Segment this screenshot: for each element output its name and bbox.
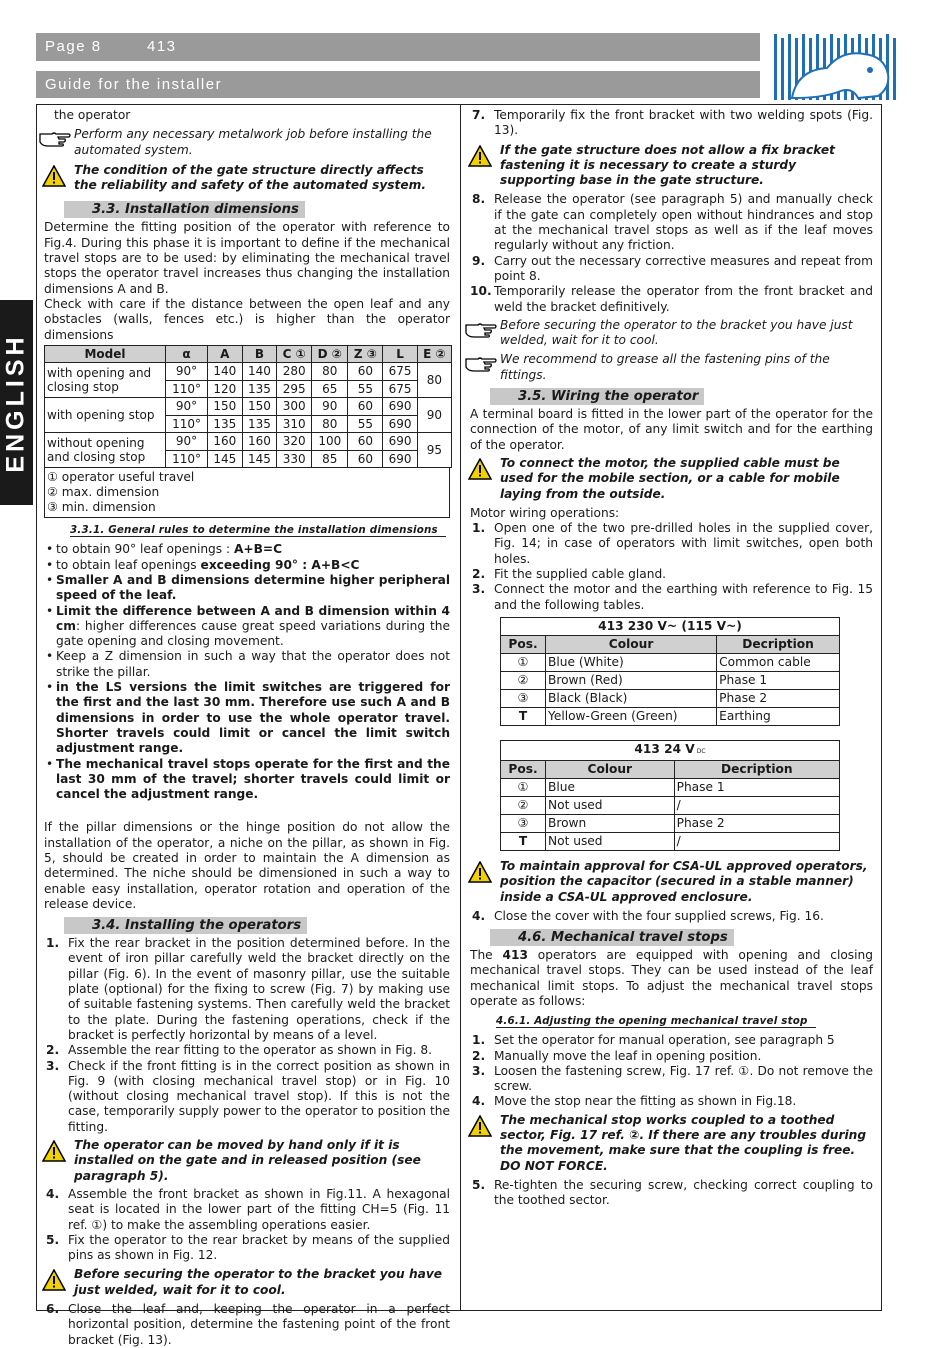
table-header-row xyxy=(501,760,840,778)
list-item xyxy=(44,936,450,1043)
cell: 60 xyxy=(348,363,383,381)
install-steps-4 xyxy=(470,108,873,139)
warning-text: The mechanical stop works coupled to a toothed sector, Fig. 17 ref. ②. If there are any troubles during the movement, make sure that the coupling is free. DO NOT FORCE. xyxy=(500,1112,867,1173)
table-header-row xyxy=(501,635,840,653)
list-item xyxy=(44,558,450,573)
step-text: Release the operator (see paragraph 5) and manually check if the gate can completely open without hindrances and stop at the mechanical travel stops as well as if the leaf moves regularly without any friction. xyxy=(494,192,873,253)
rule-text: to obtain 90° leaf openings : xyxy=(56,542,234,557)
list-item xyxy=(470,567,873,582)
col-header: C ① xyxy=(277,345,312,363)
table-title-row xyxy=(501,740,840,760)
pointing-hand-icon xyxy=(38,130,72,148)
cell: 110° xyxy=(166,415,208,433)
cell: 280 xyxy=(277,363,312,381)
warning-cool xyxy=(44,1267,450,1298)
rule-text: Keep a Z dimension in such a way that the operator does not strike the pillar. xyxy=(56,649,450,679)
section-heading-4-6: 4.6. Mechanical travel stops xyxy=(490,929,734,946)
step-text: Connect the motor and the earthing with reference to Fig. 15 and the following tables. xyxy=(494,582,873,612)
list-item xyxy=(470,108,873,139)
step-number: 1. xyxy=(46,936,60,951)
intro-text: the operator xyxy=(54,108,131,122)
wiring-steps-2 xyxy=(470,909,873,924)
cell: 690 xyxy=(383,433,418,451)
note-metalwork xyxy=(44,127,450,158)
cell: 300 xyxy=(277,398,312,416)
step-number: 4. xyxy=(472,908,486,923)
install-steps xyxy=(44,936,450,1135)
cell: 90 xyxy=(312,398,348,416)
cell: Brown xyxy=(546,814,675,832)
text: operators are equipped with opening and closing mechanical travel stops. They can be used instead of the leaf mechanical limit stops. To adjust the mechanical travel stops operate as follows: xyxy=(470,948,874,1008)
list-item xyxy=(44,1233,450,1264)
step-text: Fit the supplied cable gland. xyxy=(494,567,667,582)
cell: T xyxy=(501,832,546,850)
list-item xyxy=(470,1178,873,1209)
cell: 150 xyxy=(242,398,277,416)
list-item xyxy=(470,1094,873,1109)
warning-bracket-base xyxy=(470,143,873,189)
list-item xyxy=(470,1033,873,1048)
cell: ① xyxy=(501,653,546,671)
install-steps-3 xyxy=(44,1302,450,1348)
rule-bold: Limit the difference between A and B dimension within 4 cm xyxy=(56,603,450,633)
cell: 675 xyxy=(383,363,418,381)
e-cell: 90 xyxy=(417,398,451,433)
warning-text: To maintain approval for CSA-UL approved operators, position the capacitor (secured in a stable manner) inside a CSA-UL approved enclosure. xyxy=(500,858,868,904)
table-title xyxy=(501,740,840,760)
table-row xyxy=(501,832,840,850)
col-header: A xyxy=(208,345,243,363)
rule-bold: The mechanical travel stops operate for the first and the last 30 mm of the travel; shorter travels could limit or cancel the adjustment range. xyxy=(56,756,450,802)
note-grease xyxy=(470,352,873,383)
step-text: Re-tighten the securing screw, checking correct coupling to the toothed sector. xyxy=(494,1177,873,1208)
cell: 65 xyxy=(312,380,348,398)
cell: ③ xyxy=(501,814,546,832)
model-cell: with opening and closing stop xyxy=(45,363,166,398)
language-tab xyxy=(0,300,33,505)
cell: / xyxy=(674,796,839,814)
left-column xyxy=(44,108,450,1348)
step-number: 5. xyxy=(472,1177,486,1192)
list-item xyxy=(470,254,873,285)
install-steps-5 xyxy=(470,192,873,314)
list-item xyxy=(470,1049,873,1064)
table-title: 413 230 V~ (115 V~) xyxy=(501,617,840,635)
step-number: 3. xyxy=(472,582,486,597)
list-item xyxy=(44,1059,450,1135)
col-header: α xyxy=(166,345,208,363)
table-header-row xyxy=(45,345,452,363)
paragraph-terminal: A terminal board is fitted in the lower part of the operator for the connection of the motor, of any limit switch and for the earthing of the operator. xyxy=(470,407,873,452)
step-number: 9. xyxy=(472,253,486,268)
col-header: Z ③ xyxy=(348,345,383,363)
cell: 145 xyxy=(208,450,243,468)
table-title-row xyxy=(501,617,840,635)
cell: 55 xyxy=(348,380,383,398)
subsection-heading-4-6-1: 4.6.1. Adjusting the opening mechanical travel stop xyxy=(496,1015,816,1028)
step-text: Loosen the fastening screw, Fig. 17 ref. ①. Do not remove the screw. xyxy=(494,1063,873,1094)
rule-bold: A+B=C xyxy=(234,542,283,557)
col-header: E ② xyxy=(417,345,451,363)
step-number: 3. xyxy=(46,1058,60,1073)
step-number: 8. xyxy=(472,192,486,207)
col-header: Colour xyxy=(546,760,675,778)
cell: 100 xyxy=(312,433,348,451)
warning-move-by-hand xyxy=(44,1138,450,1184)
table-row xyxy=(501,814,840,832)
cell: 675 xyxy=(383,380,418,398)
list-item xyxy=(44,757,450,803)
cell: 310 xyxy=(277,415,312,433)
cell: 135 xyxy=(242,380,277,398)
rule-text: : higher differences cause great speed variations during the gate opening and closing movement. xyxy=(56,618,450,649)
step-number: 2. xyxy=(46,1043,60,1058)
col-header: B xyxy=(242,345,277,363)
model-number: 413 xyxy=(147,38,177,55)
cell: Phase 1 xyxy=(674,778,839,796)
step-text: Carry out the necessary corrective measures and repeat from point 8. xyxy=(494,253,873,283)
cell: Not used xyxy=(546,832,675,850)
step-text: Temporarily release the operator from the front bracket and weld the bracket definitively. xyxy=(494,284,873,314)
wiring-table-230v xyxy=(500,617,840,726)
step-number: 6. xyxy=(46,1302,60,1317)
paragraph-travel-stops xyxy=(470,948,873,1009)
rule-text: to obtain leaf openings xyxy=(56,557,201,572)
warning-gate-structure xyxy=(44,163,450,194)
cell: Earthing xyxy=(717,707,840,725)
cell: 690 xyxy=(383,415,418,433)
lion-logo-icon xyxy=(772,30,902,102)
cell: 85 xyxy=(312,450,348,468)
step-text: Move the stop near the fitting as shown in Fig.18. xyxy=(494,1094,797,1109)
page-number: Page 8 xyxy=(45,38,102,55)
section-heading-3-5: 3.5. Wiring the operator xyxy=(490,388,704,405)
cell: Blue (White) xyxy=(546,653,717,671)
table-row xyxy=(45,363,452,381)
col-header: Decription xyxy=(674,760,839,778)
table-row xyxy=(45,433,452,451)
list-item xyxy=(44,1187,450,1233)
cell: 60 xyxy=(348,433,383,451)
warning-icon xyxy=(42,1140,66,1162)
table-row xyxy=(501,689,840,707)
warning-do-not-force xyxy=(470,1113,873,1174)
step-number: 7. xyxy=(472,108,486,122)
cell: 140 xyxy=(242,363,277,381)
section-heading-3-4: 3.4. Installing the operators xyxy=(64,917,307,934)
col-header: D ② xyxy=(312,345,348,363)
col-header: Pos. xyxy=(501,635,546,653)
step-text: Fix the operator to the rear bracket by means of the supplied pins as shown in Fig. 12. xyxy=(68,1232,450,1263)
step-number: 2. xyxy=(472,567,486,582)
cell: 110° xyxy=(166,380,208,398)
paragraph-obstacles: Check with care if the distance between the open leaf and any obstacles (walls, fences etc.) is higher than the operator dimensions xyxy=(44,296,450,342)
table-row xyxy=(501,796,840,814)
wiring-steps xyxy=(470,521,873,613)
table-row xyxy=(501,653,840,671)
list-item xyxy=(470,192,873,253)
col-header: Decription xyxy=(717,635,840,653)
rules-list xyxy=(44,542,450,802)
note-text: We recommend to grease all the fastening pins of the fittings. xyxy=(500,352,830,382)
table-row xyxy=(45,398,452,416)
rule-bold: exceeding 90° : xyxy=(200,557,312,572)
right-column xyxy=(470,108,873,1209)
cell: 120 xyxy=(208,380,243,398)
footnote: ② max. dimension xyxy=(47,485,160,500)
cell: ② xyxy=(501,796,546,814)
pointing-hand-icon xyxy=(464,321,498,339)
model-bold: 413 xyxy=(502,948,528,963)
cell: ③ xyxy=(501,689,546,707)
cell: 160 xyxy=(208,433,243,451)
language-label: ENGLISH xyxy=(1,333,30,473)
step-number: 2. xyxy=(472,1048,486,1063)
cell: T xyxy=(501,707,546,725)
stop-steps xyxy=(470,1033,873,1109)
cell: 110° xyxy=(166,450,208,468)
cell: 90° xyxy=(166,398,208,416)
note-wait-cool xyxy=(470,318,873,349)
list-item xyxy=(44,573,450,604)
warning-text: Before securing the operator to the bracket you have just welded, wait for it to cool. xyxy=(74,1267,443,1297)
e-cell: 80 xyxy=(417,363,451,398)
table-row xyxy=(501,707,840,725)
cell: 80 xyxy=(312,415,348,433)
cell: ② xyxy=(501,671,546,689)
step-text: Assemble the rear fitting to the operator as shown in Fig. 8. xyxy=(68,1043,432,1058)
text: The xyxy=(470,948,503,963)
list-item xyxy=(44,680,450,756)
cell: Phase 1 xyxy=(717,671,840,689)
cell: 295 xyxy=(277,380,312,398)
note-text: Before securing the operator to the bracket you have just welded, wait for it to cool. xyxy=(500,317,853,348)
footnote: ① operator useful travel xyxy=(47,470,195,485)
step-number: 4. xyxy=(46,1186,60,1201)
list-item xyxy=(470,284,873,315)
step-number: 1. xyxy=(472,521,486,536)
cell: Black (Black) xyxy=(546,689,717,707)
model-cell: with opening stop xyxy=(45,398,166,433)
install-steps-2 xyxy=(44,1187,450,1263)
motor-wiring-label: Motor wiring operations: xyxy=(470,505,620,520)
section-heading-3-3: 3.3. Installation dimensions xyxy=(64,201,305,218)
e-cell: 95 xyxy=(417,433,451,468)
cell: / xyxy=(674,832,839,850)
step-text: Fix the rear bracket in the position determined before. In the event of iron pillar carefully weld the bracket directly on the pillar (Fig. 6). In the event of masonry pillar, use the suitable plate (optional) for the fixing to screw (Fig. 7) by making use of suitable fastening systems. Then carefully weld the bracket to the plate. During the fastening operations, check if the bracket is perfectly horizontal by means of a level. xyxy=(68,936,450,1042)
cell: ① xyxy=(501,778,546,796)
rule-bold: in the LS versions the limit switches are triggered for the first and the last 30 mm. Therefore use such A and B dimensions in order to use the whole operator travel. Shorter travels could limit or cancel the limit switch adjustment range. xyxy=(56,680,450,756)
warning-text: The operator can be moved by hand only if it is installed on the gate and in released position (see paragraph 5). xyxy=(74,1138,421,1183)
paragraph-fitting: Determine the fitting position of the operator with reference to Fig.4. During this phase it is important to define if the mechanical travel stops are to be used: by eliminating the mechanical travel stops the operator travel increases thus changing the installation dimensions A and B. xyxy=(44,220,450,296)
cell: 60 xyxy=(348,398,383,416)
cell: Not used xyxy=(546,796,675,814)
warning-text: To connect the motor, the supplied cable must be used for the mobile section, or a cable for mobile laying from the outside. xyxy=(500,455,840,501)
step-number: 3. xyxy=(472,1063,486,1078)
cell: 160 xyxy=(242,433,277,451)
col-header: L xyxy=(383,345,418,363)
cell: Common cable xyxy=(717,653,840,671)
step-text: Manually move the leaf in opening position. xyxy=(494,1048,762,1063)
table-row xyxy=(501,671,840,689)
cell: 145 xyxy=(242,450,277,468)
cell: 140 xyxy=(208,363,243,381)
dc-unit: DC xyxy=(696,747,706,755)
list-item xyxy=(44,649,450,680)
guide-title: Guide for the installer xyxy=(45,76,223,93)
step-text: Assemble the front bracket as shown in Fig.11. A hexagonal seat is located in the lower part of the fitting CH=5 (Fig. 11 ref. ①) to make the assembling operations easier. xyxy=(68,1186,450,1232)
stop-steps-2 xyxy=(470,1178,873,1209)
cell: Phase 2 xyxy=(717,689,840,707)
list-item xyxy=(44,604,450,650)
cell: 690 xyxy=(383,450,418,468)
cell: Phase 2 xyxy=(674,814,839,832)
table-row xyxy=(501,778,840,796)
cell: 320 xyxy=(277,433,312,451)
list-item xyxy=(44,1043,450,1058)
list-item xyxy=(44,1302,450,1348)
cell: 690 xyxy=(383,398,418,416)
col-header: Model xyxy=(45,345,166,363)
warning-icon xyxy=(468,1115,492,1137)
step-text: Close the leaf and, keeping the operator in a perfect horizontal position, determine the fastening point of the front bracket (Fig. 13). xyxy=(68,1302,450,1347)
table-footnotes xyxy=(44,468,450,518)
cell: 60 xyxy=(348,450,383,468)
list-item xyxy=(470,521,873,567)
footnote: ③ min. dimension xyxy=(47,500,156,515)
cell: 80 xyxy=(312,363,348,381)
col-header: Colour xyxy=(546,635,717,653)
page-header-bar xyxy=(36,33,760,61)
warning-text: If the gate structure does not allow a fix bracket fastening it is necessary to create a sturdy supporting base in the gate structure. xyxy=(500,142,835,188)
column-divider xyxy=(460,104,461,1311)
cell: Blue xyxy=(546,778,675,796)
step-text: Set the operator for manual operation, see paragraph 5 xyxy=(494,1033,835,1048)
list-item xyxy=(470,909,873,924)
note-text: Perform any necessary metalwork job before installing the automated system. xyxy=(74,127,432,157)
step-number: 4. xyxy=(472,1094,486,1109)
cell: 90° xyxy=(166,433,208,451)
list-item xyxy=(470,1064,873,1095)
pointing-hand-icon xyxy=(464,355,498,373)
step-text: Close the cover with the four supplied screws, Fig. 16. xyxy=(494,908,824,923)
warning-icon xyxy=(42,165,66,187)
subsection-heading-3-3-1: 3.3.1. General rules to determine the installation dimensions xyxy=(70,524,446,537)
guide-header-bar xyxy=(36,71,760,98)
cell: 330 xyxy=(277,450,312,468)
rule-bold: A+B<C xyxy=(311,557,360,572)
col-header: Pos. xyxy=(501,760,546,778)
step-number: 1. xyxy=(472,1033,486,1048)
table-title-text: 413 24 V xyxy=(634,741,695,756)
step-number: 5. xyxy=(46,1232,60,1247)
warning-icon xyxy=(468,458,492,480)
warning-cable xyxy=(470,456,873,502)
cell: 150 xyxy=(208,398,243,416)
list-item xyxy=(470,582,873,613)
cell: 55 xyxy=(348,415,383,433)
cell: 90° xyxy=(166,363,208,381)
wiring-table-24v xyxy=(500,740,840,851)
list-item xyxy=(44,542,450,557)
step-text: Temporarily fix the front bracket with two welding spots (Fig. 13). xyxy=(494,108,873,138)
dimensions-table xyxy=(44,345,452,469)
cell: 135 xyxy=(208,415,243,433)
model-cell: without opening and closing stop xyxy=(45,433,166,468)
step-text: Open one of the two pre-drilled holes in the supplied cover, Fig. 14; in case of operators with limit switches, open both holes. xyxy=(494,521,873,566)
cell: 135 xyxy=(242,415,277,433)
cell: Yellow-Green (Green) xyxy=(546,707,717,725)
step-number: 10. xyxy=(470,284,492,299)
warning-icon xyxy=(468,145,492,167)
warning-icon xyxy=(42,1269,66,1291)
step-text: Check if the front fitting is in the correct position as shown in Fig. 9 (with closing mechanical travel stop) or in Fig. 10 (without closing mechanical travel stop). If this is not the case, temporarily supply power to the operator to position the fitting. xyxy=(68,1058,450,1134)
warning-csa-ul xyxy=(470,859,873,905)
warning-text: The condition of the gate structure directly affects the reliability and safety of the automated system. xyxy=(74,162,426,193)
rule-bold: Smaller A and B dimensions determine higher peripheral speed of the leaf. xyxy=(56,572,450,603)
cell: Brown (Red) xyxy=(546,671,717,689)
paragraph-pillar: If the pillar dimensions or the hinge position do not allow the installation of the operator, a niche on the pillar, as shown in Fig. 5, should be created in order to maintain the A dimension as determined. The niche should be dimensioned in such a way to enable easy installation, operator rotation and operation of the release device. xyxy=(44,820,450,911)
warning-icon xyxy=(468,861,492,883)
